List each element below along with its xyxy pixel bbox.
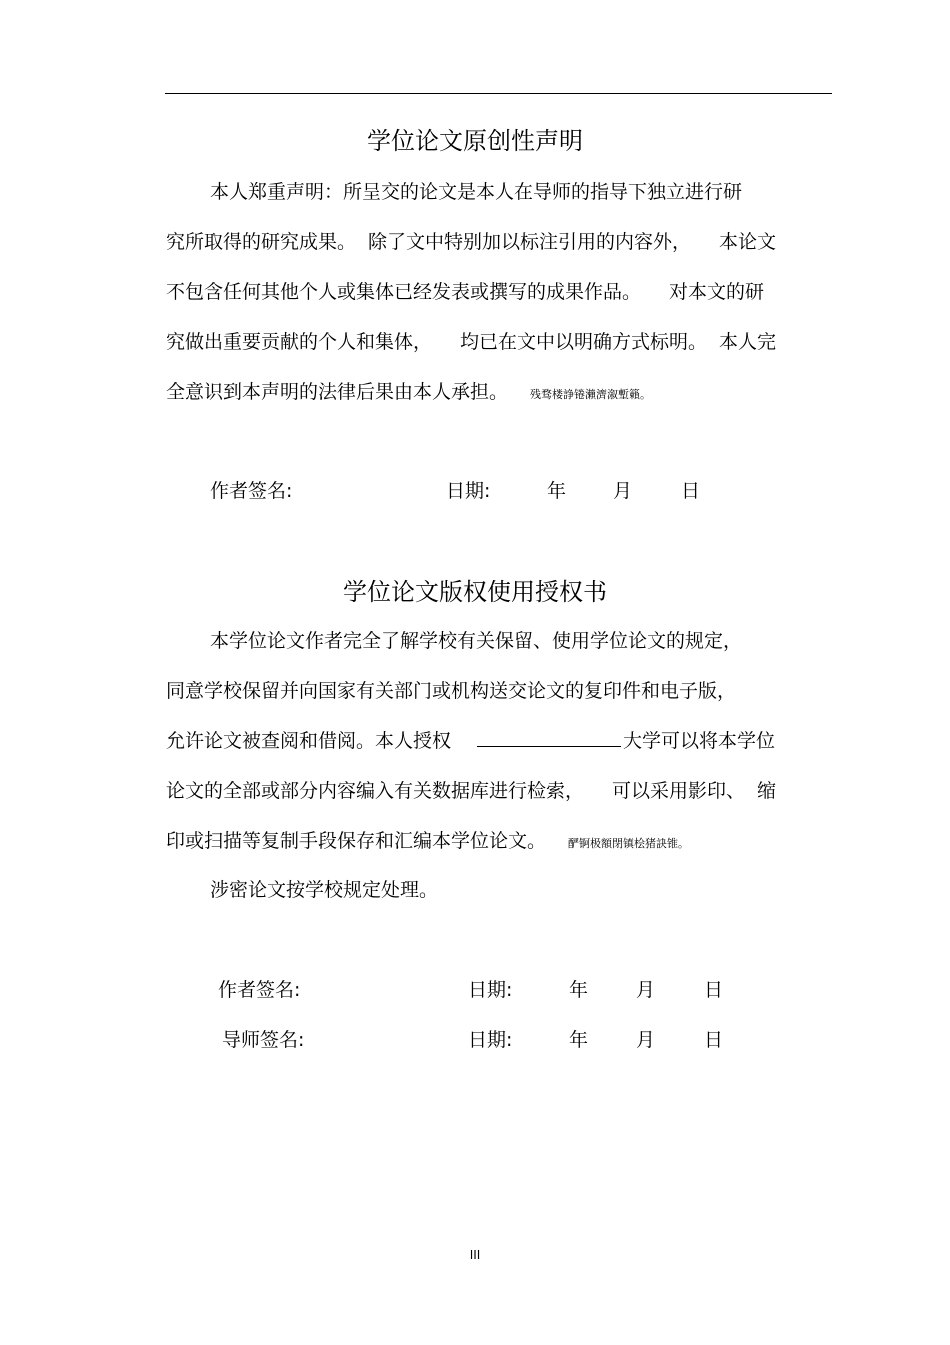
authorization-line-6: 涉密论文按学校规定处理。 [210,879,439,901]
declaration-line-2-part-2: 除了文中特别加以标注引用的内容外， [368,231,692,253]
declaration-line-4 [166,329,776,355]
authorization-author-day-label: 日 [704,979,724,1001]
authorization-line-1: 本学位论文作者完全了解学校有关保留、使用学位论文的规定， [210,630,743,652]
authorization-advisor-day-label: 日 [704,1029,724,1051]
declaration-day-label: 日 [681,480,701,502]
authorization-line-3-part-1: 允许论文被查阅和借阅。本人授权 [166,730,452,752]
university-name-blank [477,728,621,747]
authorization-line-2: 同意学校保留并向国家有关部门或机构送交论文的复印件和电子版， [166,680,737,702]
declaration-line-4-part-3: 本人完 [719,331,777,353]
header-rule [165,93,832,94]
declaration-line-2 [166,229,776,255]
authorization-advisor-sign-label: 导师签名: [222,1029,305,1051]
declaration-line-5-text: 全意识到本声明的法律后果由本人承担。 [166,381,509,403]
authorization-line-3 [166,728,775,754]
declaration-line-1: 本人郑重声明：所呈交的论文是本人在导师的指导下独立进行研 [210,181,743,203]
authorization-author-sign-label: 作者签名: [218,979,301,1001]
authorization-line-4-part-2: 可以采用影印、 [612,780,746,802]
declaration-line-3-part-1: 不包含任何其他个人或集体已经发表或撰写的成果作品。 [166,281,642,303]
authorization-line-4-part-1: 论文的全部或部分内容编入有关数据库进行检索， [166,780,585,802]
authorization-line-3-part-2: 大学可以将本学位 [623,730,776,752]
declaration-author-sign-label: 作者签名: [210,480,293,502]
declaration-line-2-part-3: 本论文 [719,231,777,253]
authorization-line-5-text: 印或扫描等复制手段保存和汇编本学位论文。 [166,830,547,852]
authorization-advisor-year-label: 年 [569,1029,589,1051]
authorization-advisor-date-label: 日期: [468,1029,513,1051]
declaration-title: 学位论文原创性声明 [367,127,583,155]
declaration-line-5 [166,379,651,408]
declaration-date-label: 日期: [446,480,491,502]
authorization-advisor-month-label: 月 [636,1029,656,1051]
authorization-author-year-label: 年 [569,979,589,1001]
declaration-year-label: 年 [547,480,567,502]
declaration-line-4-part-2: 均已在文中以明确方式标明。 [460,331,708,353]
authorization-line-5 [166,828,689,857]
declaration-line-3-part-2: 对本文的研 [669,281,765,303]
declaration-line-2-part-1: 究所取得的研究成果。 [166,231,357,253]
authorization-author-date-label: 日期: [468,979,513,1001]
page-number: III [469,1248,481,1262]
declaration-line-4-part-1: 究做出重要贡献的个人和集体， [166,331,433,353]
authorization-line-4 [166,778,776,804]
authorization-garbled-note: 酽锕极額閉镇桧猪訣锥。 [568,837,690,850]
declaration-line-3 [166,279,764,305]
authorization-author-month-label: 月 [636,979,656,1001]
declaration-month-label: 月 [613,480,633,502]
authorization-title: 学位论文版权使用授权书 [343,578,607,606]
declaration-garbled-note: 残骛楼諍锩瀨濟溆塹籟。 [530,388,652,401]
authorization-line-4-part-3: 缩 [757,780,777,802]
